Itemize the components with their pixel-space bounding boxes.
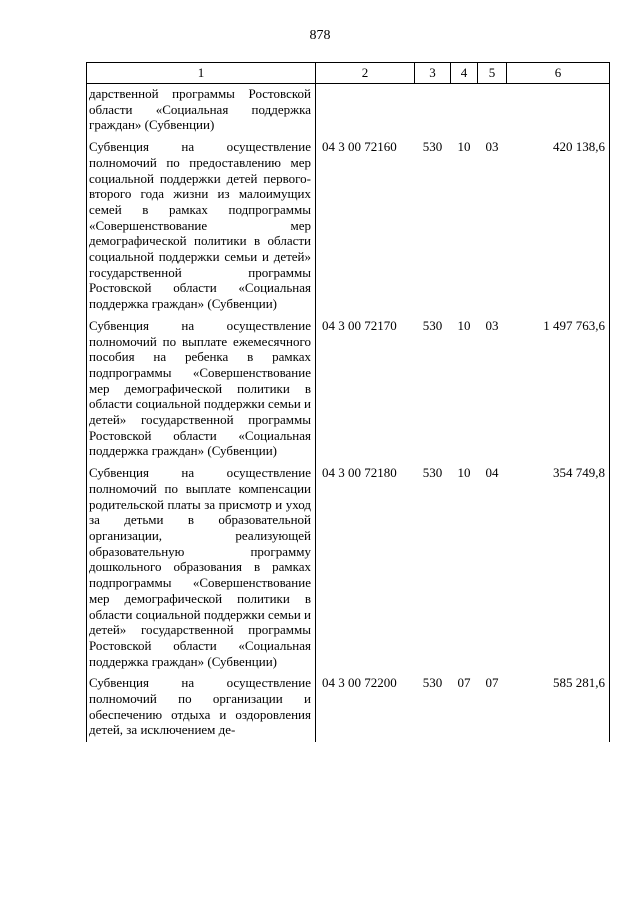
row-expense-type: 530 (422, 139, 443, 155)
row-expense-type (415, 84, 451, 138)
row-description: Субвенция на осуществление полномочий по выплате компенсации родительской платы за присмотр и уход за детьми в образовательной организации, реализующей образовательную программу дошкольного образования в рамках подпрограммы «Совершенствование мер демографической политики в области социальной поддержки семьи и детей» государственной программы Ростовской области «Социальная поддержка граждан» (Субвенции) (87, 463, 316, 673)
table-row (87, 463, 610, 673)
row-expense-type: 530 (422, 675, 443, 691)
budget-table (86, 62, 610, 742)
row-section: 07 (457, 675, 471, 691)
row-section: 10 (457, 139, 471, 155)
row-description: Субвенция на осуществление полномочий по организации и обеспечению отдыха и оздоровления детей, за исключением де- (87, 673, 316, 742)
page-number: 878 (309, 28, 331, 43)
row-subsection: 04 (485, 465, 499, 481)
row-description: Субвенция на осуществление полномочий по предоставлению мер социальной поддержки детей первого-второго года жизни из малоимущих семей в рамках подпрограммы «Совершенствование мер демографической политики в области социальной поддержки семьи и детей» государственной программы Ростовской области «Социальная поддержка граждан» (Субвенции) (87, 137, 316, 316)
column-header-3: 3 (415, 63, 451, 84)
row-subsection: 03 (485, 317, 499, 333)
row-section (451, 84, 478, 138)
column-header-4: 4 (451, 63, 478, 84)
row-section: 10 (457, 317, 471, 333)
row-description: дарственной программы Ростовской области «Социальная поддержка граждан» (Субвенции) (87, 84, 316, 138)
column-header-5: 5 (478, 63, 507, 84)
row-amount: 1 497 763,6 (507, 316, 610, 463)
row-amount: 420 138,6 (507, 137, 610, 316)
row-subsection (478, 84, 507, 138)
table-row (87, 316, 610, 463)
table-row (87, 137, 610, 316)
row-description: Субвенция на осуществление полномочий по выплате ежемесячного пособия на ребенка в рамках подпрограммы «Совершенствование мер демографической политики в области социальной поддержки семьи и детей» государственной программы Ростовской области «Социальная поддержка граждан» (Субвенции) (87, 316, 316, 463)
table-row (87, 84, 610, 138)
row-amount (507, 84, 610, 138)
column-header-1: 1 (87, 63, 316, 84)
row-target-code: 04 3 00 72160 (322, 139, 397, 155)
column-header-2: 2 (316, 63, 415, 84)
row-amount: 585 281,6 (507, 673, 610, 742)
column-header-6: 6 (507, 63, 610, 84)
row-target-code: 04 3 00 72180 (322, 465, 397, 481)
row-subsection: 07 (485, 675, 499, 691)
row-expense-type: 530 (422, 317, 443, 333)
row-target-code: 04 3 00 72200 (322, 675, 397, 691)
table-header-row (87, 63, 610, 84)
row-target-code (316, 84, 415, 138)
row-subsection: 03 (485, 139, 499, 155)
row-amount: 354 749,8 (507, 463, 610, 673)
row-section: 10 (457, 465, 471, 481)
table-row (87, 673, 610, 742)
row-target-code: 04 3 00 72170 (322, 317, 397, 333)
row-expense-type: 530 (422, 465, 443, 481)
